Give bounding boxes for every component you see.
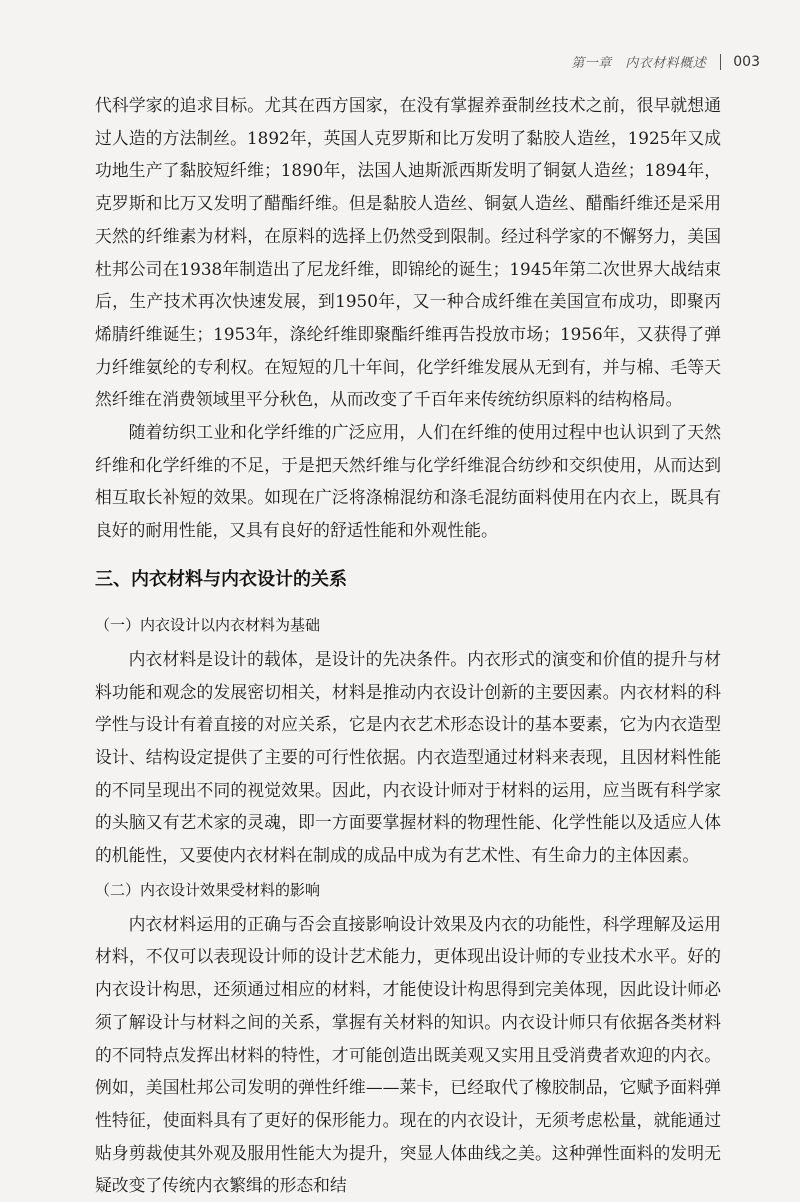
subsection-heading-2: （二）内衣设计效果受材料的影响 xyxy=(95,880,321,899)
page-number: 003 xyxy=(733,53,760,70)
paragraph-continued: 代科学家的追求目标。尤其在西方国家，在没有掌握养蚕制丝技术之前，很早就想通过人造的方法制丝。1892年，英国人克罗斯和比万发明了黏胶人造丝，1925年又成功地生产了黏胶短纤维；1890年，法国人迪斯派西斯发明了铜氨人造丝；1894年，克罗斯和比万又发明了醋酯纤维。但是黏胶人造丝、铜氨人造丝、醋酯纤维还是采用天然的纤维素为材料，在原料的选择上仍然受到限制。经过科学家的不懈努力，美国杜邦公司在1938年制造出了尼龙纤维，即锦纶的诞生；1945年第二次世界大战结束后，生产技术再次快速发展，到1950年，又一种合成纤维在美国宣布成功，即聚丙烯腈纤维诞生；1953年，涤纶纤维即聚酯纤维再告投放市场；1956年，又获得了弹力纤维氨纶的专利权。在短短的几十年间，化学纤维发展从无到有，并与棉、毛等天然纤维在消费领域里平分秋色，从而改变了千百年来传统纺织原料的结构格局。 xyxy=(95,95,721,410)
header-divider xyxy=(720,54,721,70)
running-header xyxy=(571,52,760,71)
paragraph-blending: 随着纺织工业和化学纤维的广泛应用，人们在纤维的使用过程中也认识到了天然纤维和化学纤维的不足，于是把天然纤维与化学纤维混合纺纱和交织使用，从而达到相互取长补短的效果。如现在广泛将涤棉混纺和涤毛混纺面料使用在内衣上，既具有良好的耐用性能，又具有良好的舒适性能和外观性能。 xyxy=(95,422,721,541)
page-body xyxy=(95,89,721,1202)
subsection-heading-1: （一）内衣设计以内衣材料为基础 xyxy=(95,615,321,634)
subsection-2-body: 内衣材料运用的正确与否会直接影响设计效果及内衣的功能性，科学理解及运用材料，不仅可以表现设计师的设计艺术能力，更体现出设计师的专业技术水平。好的内衣设计构思，还须通过相应的材料，才能使设计构思得到完美体现，因此设计师必须了解设计与材料之间的关系，掌握有关材料的知识。内衣设计师只有依据各类材料的不同特点发挥出材料的特性，才可能创造出既美观又实用且受消费者欢迎的内衣。例如，美国杜邦公司发明的弹性纤维——莱卡，已经取代了橡胶制品，它赋予面料弹性特征，使面料具有了更好的保形能力。现在的内衣设计，无须考虑松量，就能通过贴身剪裁使其外观及服用性能大为提升，突显人体曲线之美。这种弹性面料的发明无疑改变了传统内衣繁缉的形态和结 xyxy=(95,913,721,1196)
subsection-1-body: 内衣材料是设计的载体，是设计的先决条件。内衣形式的演变和价值的提升与材料功能和观念的发展密切相关，材料是推动内衣设计创新的主要因素。内衣材料的科学性与设计有着直接的对应关系，它是内衣艺术形态设计的基本要素，它为内衣造型设计、结构设定提供了主要的可行性依据。内衣造型通过材料来表现，且因材料性能的不同呈现出不同的视觉效果。因此，内衣设计师对于材料的运用，应当既有科学家的头脑又有艺术家的灵魂，即一方面要掌握材料的物理性能、化学性能以及适应人体的机能性，又要使内衣材料在制成的成品中成为有艺术性、有生命力的主体因素。 xyxy=(95,648,721,866)
section-heading: 三、内衣材料与内衣设计的关系 xyxy=(95,568,347,590)
chapter-title: 第一章 内衣材料概述 xyxy=(571,56,707,71)
